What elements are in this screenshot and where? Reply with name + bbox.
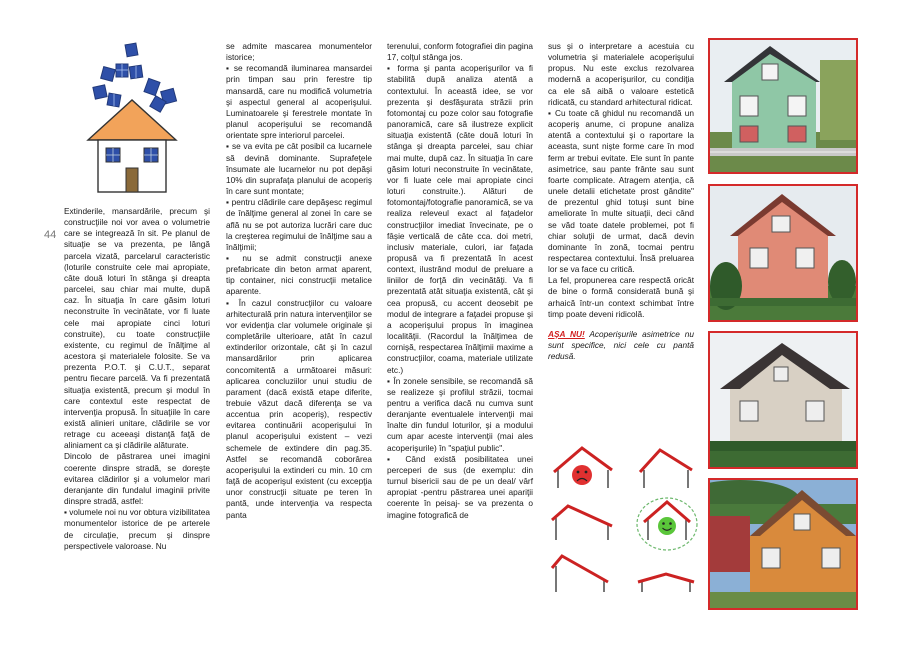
smile-face-icon	[658, 517, 676, 535]
photo-pink-house	[708, 184, 858, 322]
roof-shape-bad-4	[552, 556, 608, 592]
warning-note-title: AŞA NU!	[548, 328, 585, 339]
paragraph: ▪ se recomandă iluminarea mansardei prin timpan sau prin ferestre tip mansardă, care nu modifică volumetria şi aspectul general al acoperişului. Luminatoarele şi ferestrele montate în planul acoperişului se recomandă orientate spre interiorul parcelei.	[226, 63, 372, 141]
warning-note	[548, 329, 694, 362]
photo-orange-house	[708, 478, 858, 610]
text-column-1	[64, 206, 210, 552]
text-column-2	[226, 41, 372, 521]
photo-grey-house	[708, 331, 858, 469]
frown-face-icon	[572, 465, 592, 485]
page-number: 44	[44, 229, 57, 241]
text-column-3	[387, 41, 533, 521]
paragraph: terenului, conform fotografiei din pagina 17, colţul stânga jos.	[387, 41, 533, 63]
paragraph: ▪ În zonele sensibile, se recomandă să se realizeze şi profilul străzii, tocmai pentru a verifica dacă nu cumva sunt deranjante eventualele intervenţii mai înalte din fundul loturilor, şi a modului cum apar aceste intervenţii (mai ales acoperişurile) în "spaţiul public".	[387, 375, 533, 453]
paragraph: ▪ Când există posibilitatea unei perceperi de sus (de exemplu: din turnul bisericii sau de pe un deal/ vârf apropiat -pentru păstrarea unei apariţii coerente în peisaj- se va prezenta o imagine fotografică de	[387, 453, 533, 520]
roof-shape-bad-2	[640, 450, 692, 488]
paragraph: ▪ volumele noi nu vor obtura vizibilitatea monumentelor istorice de pe arterele de circulaţie, precum şi dinspre perspectivele valoroase. Nu	[64, 507, 210, 551]
warning-note-text: Acoperişurile asimetrice nu sunt specifice, nici cele cu pantă redusă.	[548, 328, 694, 362]
photo-green-house	[708, 38, 858, 174]
paragraph: sus şi o interpretare a acestuia cu volumetria şi materialele acoperişului propus. Nu este exclus rezolvarea modernă a acoperişurilor, cu condiţia ca ele să aibă o valoare estetică ridicată, cu standard arhitectural ridicat.	[548, 41, 694, 107]
paragraph: ▪ Cu toate că ghidul nu recomandă un acoperiş anume, ci propune analiza atentă a contextului şi o raportare la aceasta, sunt nişte forme care în mod ferm ar trebui evitate. Ele sunt în pante asimetrice, sau pante frânte sau sunt foarte complicate. Atragem atenţia, că unele detalii etichetate prost gândite" de prezentul ghid totuşi sunt bine ameliorate în multe situaţii, deci când se văd toate datele problemei, pot fi chiar soluţii de urmat, dacă devin dominante în zonă, tocmai pentru respectarea contextului. Însă preluarea lor se va face cu critică.	[548, 107, 694, 275]
roof-shape-bad-5	[638, 574, 694, 592]
roof-shapes-diagram	[548, 440, 698, 600]
paragraph: ▪ pentru clădirile care depăşesc regimul de înălţime general al zonei în care se află nu se pot autoriza lucrări care duc la creşterea regimului de înălţime sau a înălţimii;	[226, 197, 372, 252]
paragraph: se admite mascarea monumentelor istorice;	[226, 41, 372, 63]
paragraph: ▪ nu se admit construcţii anexe prefabricate din beton armat aparent, tip container, nici construcţii metalice aparente.	[226, 252, 372, 297]
paragraph: La fel, propunerea care respectă oricât de bine o formă considerată bună şi arhaică într-un context schimbat între timp poate deveni ridicolă.	[548, 275, 694, 319]
paragraph: ▪ forma şi panta acoperişurilor va fi stabilită după analiza atentă a contextului. În această idee, se vor prezenta şi desfăşurata străzii prin fotomontaj cu poze color sau fotografie panoramică, care să ilustreze explicit situaţia existentă (câte două loturi în stânga şi dreapta parcelei, sau chiar mai multe, după caz. În situaţia în care găsim loturi neconstruite în vecinătate, vor fi luate cele mai apropiate cinci loturi construite.). Alături de fotomontaj/fotografie panoramică, se va realiza releveul exact al faţadelor construcţiilor imediat învecinate, pe o fâşie verticală de câte cca. doi metri, inclusiv materiale, culori, iar faţada propusă va fi prezentată în acest context, ilustrând modul de preluare a liniilor de forţă din vecinătăţi. Va fi prezentată atât situaţia existentă, cât şi cea propusă, cu accent deosebit pe modul de integrare a faţadei propuse şi a acoperişului propus în imaginea localităţii. (Racordul la înălţimea de cornişă, respectarea înălţimii maxime a construcţiilor, coama, materiale utilizate etc.)	[387, 63, 533, 375]
roof-shape-bad-3	[552, 506, 612, 540]
house-drawing-illustration	[80, 40, 190, 202]
paragraph: ▪ se va evita pe cât posibil ca lucarnele să devină dominante. Suprafeţele însumate ale lucarnelor nu pot depăşi 10% din suprafaţa planului de acoperiş în care sunt montate;	[226, 141, 372, 197]
paragraph: Dincolo de păstrarea unei imagini coerente dinspre stradă, se doreşte evitarea clădirilor şi a volumelor mari deranjante din fundalul imaginii privite dinspre stradă, astfel:	[64, 451, 210, 507]
paragraph: ▪ În cazul construcţiilor cu valoare arhitecturală prin natura intervenţiilor se vor evidenţia clar volumele originale şi completările ulterioare, atât în cazul extinderilor orizontale, cât şi în cazul mansardărilor prin aplicarea concomitentă a următoarei măsuri: aplicarea concluziilor unui studiu de parament (dacă există etape diferite, trebuie văzut dacă diferenţa se va accentua prin acoperiş), respectiv evitarea continuării acoperişului în planul acoperişului existent – vezi schemele de extindere din pag.35. Astfel se recomandă coborârea acoperişului la extinderi cu min. 10 cm faţă de acoperişul existent (cu excepţia unor construcţii situate pe teren în pantă, unde intervenţia va respecta panta	[226, 297, 372, 520]
paragraph: Extinderile, mansardările, precum şi construcţiile noi vor avea o volumetrie care se integrează în sit. Pe planul de situaţie se va prezenta, pe lângă parcela vizată, parcelarul caracteristic (loturile construite cele mai apropiate, câte două loturi în stânga şi dreapta parcelei, sau chiar mai multe, după caz. În situaţia în care găsim loturi neconstruite în vecinătate, vor fi luate cele mai apropiate cinci loturi construite), cu toate construcţiile existente, cu regimul de înălţime al acestora şi materialele folosite. Se va prezenta P.O.T. şi C.U.T., separat pentru fiecare parcelă. Va fi prezentată situaţia existentă, precum şi modul în care contextul este respectat de intervenţia propusă. În situaţiile în care există alinieri unitare, clădirile se vor retrage cu aceeaşi distanţă faţă de aliniament ca şi clădirile alăturate.	[64, 206, 210, 451]
text-column-4	[548, 41, 694, 362]
